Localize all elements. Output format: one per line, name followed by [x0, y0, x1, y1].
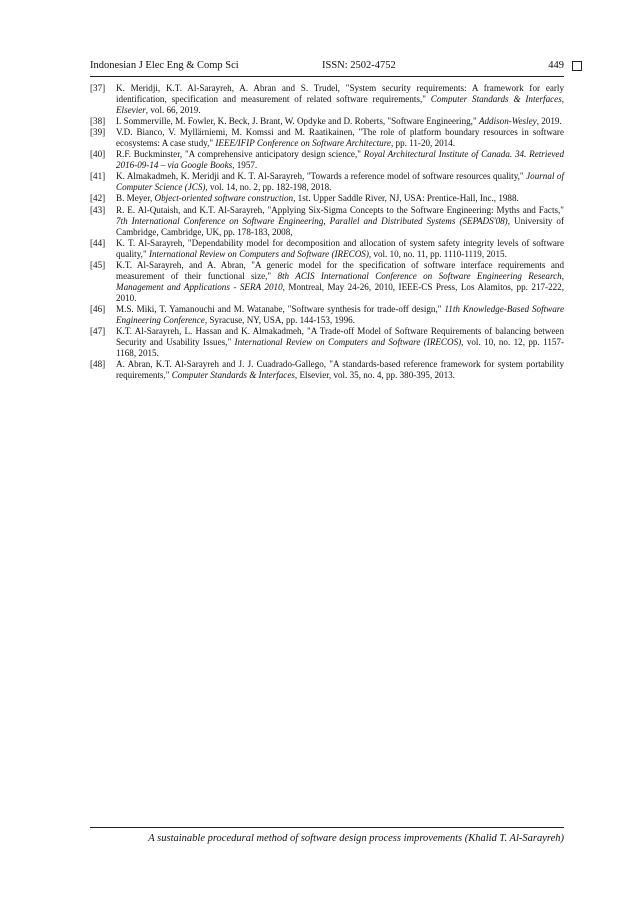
issn: ISSN: 2502-4752 — [322, 60, 396, 71]
reference-text — [116, 171, 564, 193]
reference-text — [116, 304, 564, 326]
reference-item — [90, 127, 564, 149]
reference-segment: V.D. Bianco, V. Myllärniemi, M. Komssi and M. Raatikainen, "The role of platform boundary resources in software ecosystems: A case study," — [116, 127, 564, 149]
reference-text — [116, 359, 564, 381]
reference-list — [90, 83, 564, 381]
reference-number: [42] — [90, 193, 106, 204]
reference-source: International Review on Computers and Software (IRECOS) — [234, 337, 462, 348]
reference-item — [90, 205, 564, 238]
reference-item — [90, 326, 564, 359]
reference-number: [37] — [90, 83, 106, 93]
reference-item — [90, 171, 564, 193]
reference-text — [116, 116, 564, 127]
reference-number: [44] — [90, 237, 106, 248]
reference-number: [38] — [90, 116, 106, 127]
reference-source: 11th Knowledge-Based Software Engineering Conference — [116, 303, 564, 325]
reference-source: Royal Architectural Institute of Canada. 34. Retrieved 2016-09-14 – via Google Books — [116, 149, 564, 171]
reference-text — [116, 149, 564, 171]
reference-source: Object-oriented software construction — [154, 193, 294, 204]
reference-segment: K.T. Al-Sarayreh, and A. Abran, "A generic model for the specification of software interface requirements and measurement of their functional size," — [116, 259, 564, 281]
reference-number: [45] — [90, 259, 106, 270]
reference-item — [90, 238, 564, 260]
reference-text — [116, 83, 564, 116]
reference-text — [116, 193, 564, 204]
reference-segment: K.T. Al-Sarayreh, L. Hassan and K. Almakadmeh, "A Trade-off Model of Software Requirements of balancing between Security and Usability Issues," — [116, 326, 564, 348]
reference-segment: , 1st. Upper Saddle River, NJ, USA: Prentice-Hall, Inc., 1988. — [293, 193, 519, 204]
reference-text — [116, 260, 564, 304]
reference-text — [116, 127, 564, 149]
reference-segment: R. E. Al-Qutaish, and K.T. Al-Sarayreh, "Applying Six-Sigma Concepts to the Software Engineering: Myths and Facts," — [116, 204, 564, 215]
reference-segment: , 1957. — [232, 160, 258, 171]
reference-segment: , vol. 10, no. 12, pp. 1157-1168, 2015. — [116, 337, 565, 359]
reference-source: 8th ACIS International Conference on Software Engineering Research, Management and Applications - SERA 2010 — [116, 270, 564, 292]
reference-item — [90, 260, 564, 304]
reference-source: Computer Standards & Interfaces, Elsevier — [116, 94, 565, 116]
reference-text — [116, 326, 564, 359]
reference-item — [90, 304, 564, 326]
reference-number: [48] — [90, 359, 106, 370]
reference-text — [116, 205, 564, 238]
reference-segment: vol. 14, no. 2, pp. 182-198, 2018. — [207, 182, 332, 193]
reference-number: [46] — [90, 303, 106, 314]
page-number: 449 — [548, 60, 564, 71]
reference-segment: M.S. Miki, T. Yamanouchi and M. Watanabe, "Software synthesis for trade-off design," — [116, 303, 445, 314]
checkbox-square-icon — [572, 61, 582, 71]
reference-item — [90, 193, 564, 204]
reference-segment: , pp. 11-20, 2014. — [390, 138, 456, 149]
reference-source: Addison-Wesley — [478, 116, 537, 127]
footer-text: A sustainable procedural method of software design process improvements (Khalid T. Al-Sarayreh) — [148, 833, 564, 844]
reference-segment: , Syracuse, NY, USA, pp. 144-153, 1996. — [204, 314, 355, 325]
reference-segment: B. Meyer, — [116, 193, 155, 204]
reference-segment: , Elsevier, vol. 35, no. 4, pp. 380-395, 2013. — [294, 370, 455, 381]
reference-segment: K. Meridji, K.T. Al-Sarayreh, A. Abran and S. Trudel, "System security requirements: A framework for early identification, specification and measurement of related software requirements," — [116, 83, 564, 105]
reference-text — [116, 238, 564, 260]
reference-number: [47] — [90, 326, 106, 337]
reference-segment: , 2019. — [536, 116, 562, 127]
reference-item — [90, 149, 564, 171]
reference-item — [90, 359, 564, 381]
reference-source: 7th International Conference on Software Engineering, Parallel and Distributed Systems (SEPADS'08), — [116, 215, 510, 226]
reference-segment: K. T. Al-Sarayreh, "Dependability model for decomposition and allocation of system safety integrity levels of software quality," — [116, 237, 564, 259]
reference-number: [43] — [90, 204, 106, 215]
reference-number: [39] — [90, 127, 106, 138]
reference-segment: A. Abran, K.T. Al-Sarayreh and J. J. Cuadrado-Gallego, "A standards-based reference framework for system portability requirements," — [116, 359, 564, 381]
reference-segment: , vol. 66, 2019. — [145, 105, 201, 116]
reference-segment: I. Sommerville, M. Fowler, K. Beck, J. Brant, W. Opdyke and D. Roberts, "Software Engineering," — [116, 116, 479, 127]
reference-item — [90, 116, 564, 127]
journal-name: Indonesian J Elec Eng & Comp Sci — [90, 60, 239, 71]
page-header — [90, 58, 564, 77]
reference-source: Computer Standards & Interfaces — [171, 370, 295, 381]
reference-segment: University of Cambridge, Cambridge, UK, pp. 178-183, 2008, — [116, 215, 564, 237]
reference-number: [41] — [90, 171, 106, 182]
reference-item — [90, 83, 564, 116]
reference-segment: K. Almakadmeh, K. Meridji and K. T. Al-Sarayreh, "Towards a reference model of software resources quality," — [116, 171, 527, 182]
page-footer — [90, 827, 564, 844]
reference-segment: R.F. Buckminster, "A comprehensive anticipatory design science," — [116, 149, 364, 160]
reference-segment: vol. 10, no. 11, pp. 1110-1119, 2015. — [371, 248, 507, 259]
reference-number: [40] — [90, 149, 106, 160]
reference-segment: , Montreal, May 24-26, 2010, IEEE-CS Press, Los Alamitos, pp. 217-222, 2010. — [116, 281, 564, 303]
reference-source: IEEE/IFIP Conference on Software Architecture — [215, 138, 391, 149]
reference-source: Journal of Computer Science (JCS), — [116, 171, 564, 193]
reference-source: International Review on Computers and Software (IRECOS), — [148, 248, 372, 259]
